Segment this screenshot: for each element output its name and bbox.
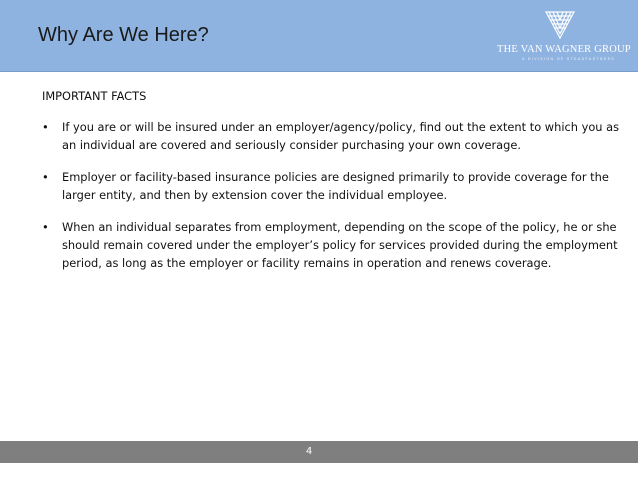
bullet-text: When an individual separates from employment, depending on the scope of the policy, he or she should remain covered under the employer’s policy for services provided during the employment period, as long as the employer or facility remains in operation and renews coverage. xyxy=(62,220,618,270)
bullet-marker: • xyxy=(42,220,49,234)
list-item xyxy=(42,218,622,272)
list-item xyxy=(42,168,622,204)
woven-diamond-logo-icon xyxy=(544,8,576,40)
slide-body xyxy=(42,87,622,286)
slide-header xyxy=(0,0,638,72)
bullet-marker: • xyxy=(42,170,49,184)
brand-tagline: A DIVISION OF STEADFASTNESS xyxy=(522,57,616,61)
slide-title: Why Are We Here? xyxy=(38,24,209,46)
bullet-text: Employer or facility-based insurance policies are designed primarily to provide coverage for the larger entity, and then by extension cover the individual employee. xyxy=(62,170,609,202)
brand-name: THE VAN WAGNER GROUP xyxy=(497,44,631,55)
section-label: IMPORTANT FACTS xyxy=(42,89,147,103)
page-number: 4 xyxy=(305,446,313,457)
bullet-marker: • xyxy=(42,120,49,134)
list-item xyxy=(42,118,622,154)
slide-footer xyxy=(0,441,638,463)
facts-list xyxy=(42,118,622,272)
bullet-text: If you are or will be insured under an employer/agency/policy, find out the extent to which you as an individual are covered and seriously consider purchasing your own coverage. xyxy=(62,120,620,152)
